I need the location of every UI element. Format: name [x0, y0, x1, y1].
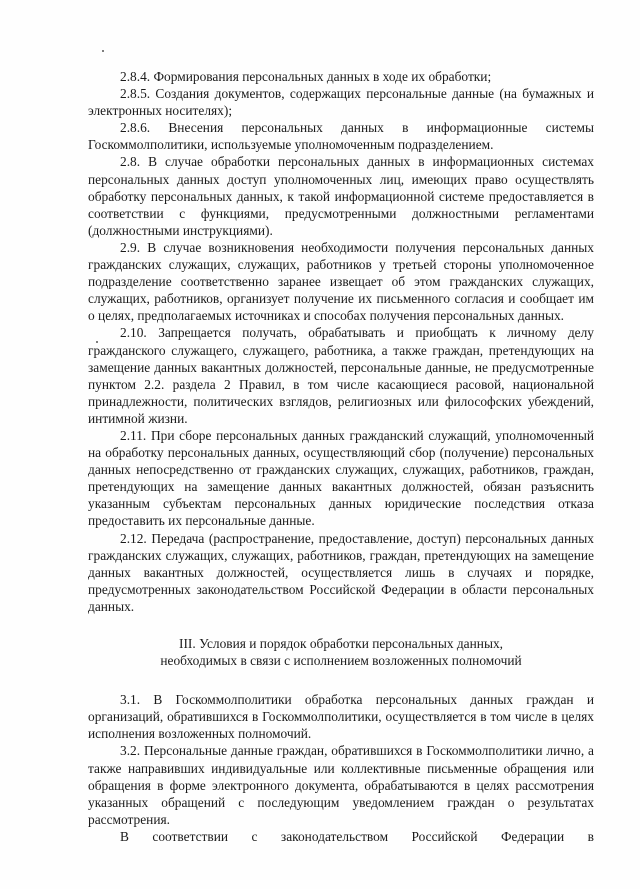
- paragraph-continued: В соответствии с законодательством Российской Федерации в: [120, 828, 594, 844]
- section-heading: [88, 635, 594, 669]
- scan-speck: [102, 50, 104, 52]
- section-heading-line-2: необходимых в связи с исполнением возложенных полномочий: [160, 653, 522, 669]
- paragraph-2-8: 2.8. В случае обработки персональных данных в информационных системах персональных данных доступ уполномоченных лиц, имеющих право осуществлять обработку персональных данных, к такой информационной системе предоставляется в соответствии с функциями, предусмотренными должностными регламентами (должностными инструкциями).: [88, 154, 594, 238]
- paragraph-2-12: 2.12. Передача (распространение, предоставление, доступ) персональных данных гражданских служащих, служащих, работников, граждан, претендующих на замещение данных вакантных должностей, осуществляется лишь в случаях и порядке, предусмотренных законодательством Российской Федерации в области персональных данных.: [88, 530, 594, 614]
- paragraph-2-8-5: 2.8.5. Создания документов, содержащих персональные данные (на бумажных и электронных носителях);: [88, 86, 594, 119]
- paragraph-2-11: 2.11. При сборе персональных данных гражданский служащий, уполномоченный на обработку персональных данных, осуществляющий сбор (получение) персональных данных непосредственно от гражданских служащих, служащих, работников, граждан, претендующих на замещение данных вакантных должностей, обязан разъяснить указанным субъектам персональных данных юридические последствия отказа предоставить их персональные данные.: [88, 427, 594, 529]
- paragraph-2-8-6: 2.8.6. Внесения персональных данных в информационные системы Госкоммолполитики, используемые уполномоченным подразделением.: [88, 120, 594, 153]
- paragraph-3-2: 3.2. Персональные данные граждан, обратившихся в Госкоммолполитики лично, а также направивших индивидуальные или коллективные письменные обращения или обращения в форме электронного документа, обрабатываются в целях рассмотрения указанных обращений с последующим уведомлением граждан о результатах рассмотрения.: [88, 743, 594, 827]
- document-body: [88, 68, 594, 845]
- section-heading-line-1: III. Условия и порядок обработки персональных данных,: [179, 636, 503, 651]
- paragraph-2-9: 2.9. В случае возникновения необходимости получения персональных данных гражданских служащих, служащих, работников у третьей стороны уполномоченное подразделение соответственно заранее извещает об этом гражданских служащих, служащих, работников, организует получение их письменного согласия и сообщает им о целях, предполагаемых источниках и способах получения персональных данных.: [88, 239, 594, 324]
- paragraph-2-10: 2.10. Запрещается получать, обрабатывать и приобщать к личному делу гражданского служащего, служащего, работника, а также граждан, претендующих на замещение данных вакантных должностей, персональные данные, не предусмотренные пунктом 2.2. раздела 2 Правил, в том числе касающиеся расовой, национальной принадлежности, политических взглядов, религиозных или философских убеждений, интимной жизни.: [88, 325, 594, 426]
- paragraph-2-8-4: 2.8.4. Формирования персональных данных в ходе их обработки;: [120, 69, 492, 84]
- paragraph-3-1: 3.1. В Госкоммолполитики обработка персональных данных граждан и организаций, обратившихся в Госкоммолполитики, осуществляется в том числе в целях исполнения возложенных полномочий.: [88, 692, 594, 742]
